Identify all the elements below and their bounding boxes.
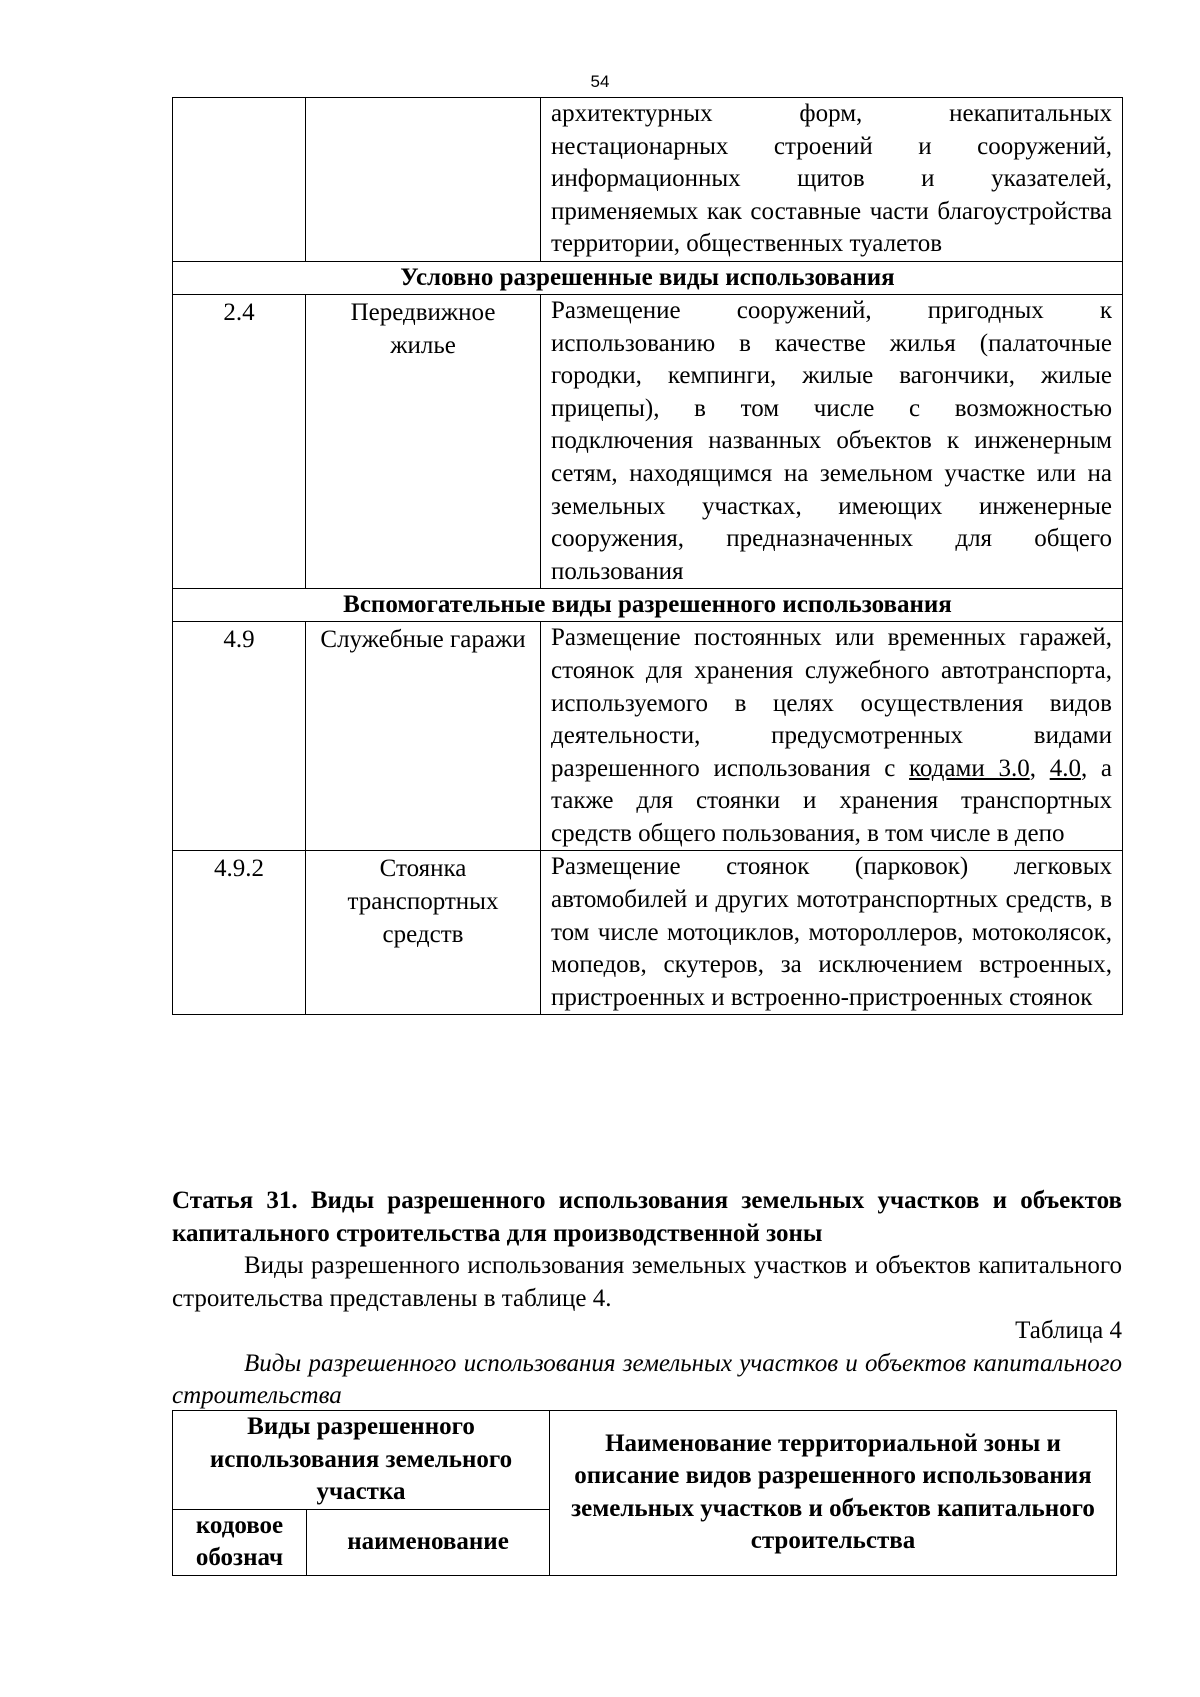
name-cell: Передвижное жилье [306, 294, 541, 588]
table-row [173, 294, 1123, 588]
code-cell [173, 98, 306, 262]
code-cell: 2.4 [173, 294, 306, 588]
table-row [173, 622, 1123, 851]
header-row [173, 1411, 1117, 1510]
description-text: , а также для стоянки и хранения транспортных средств общего пользования, в том числе в депо [551, 754, 1113, 847]
table-4-header [172, 1410, 1117, 1576]
code-link-4-0[interactable]: 4.0 [1049, 754, 1081, 782]
table-label: Таблица 4 [1015, 1317, 1122, 1344]
table-caption: Виды разрешенного использования земельных участков и объектов капитального строительства [172, 1349, 1122, 1409]
section-heading-auxiliary: Вспомогательные виды разрешенного использования [173, 589, 1123, 622]
header-name-cell: наименование [307, 1509, 550, 1575]
section-row [173, 261, 1123, 294]
land-use-table [172, 97, 1123, 1015]
code-link-3-0[interactable]: кодами 3.0 [909, 754, 1030, 782]
name-cell: Стоянка транспортных средств [306, 851, 541, 1015]
section-heading-conditional: Условно разрешенные виды использования [173, 261, 1123, 294]
section-row [173, 589, 1123, 622]
header-code-cell: кодовое обознач [173, 1509, 307, 1575]
name-cell: Служебные гаражи [306, 622, 541, 851]
header-group-cell: Виды разрешенного использования земельного участка [173, 1411, 550, 1510]
description-cell: архитектурных форм, некапитальных нестационарных строений и сооружений, информационных щитов и указателей, применяемых как составные части благоустройства территории, общественных туалетов [541, 98, 1123, 262]
header-zone-cell: Наименование территориальной зоны и описание видов разрешенного использования земельных участков и объектов капитального строительства [550, 1411, 1117, 1576]
code-cell: 4.9 [173, 622, 306, 851]
name-cell [306, 98, 541, 262]
page-number: 54 [590, 72, 610, 91]
separator-text: , [1029, 754, 1050, 782]
table-row [173, 98, 1123, 262]
table-row [173, 851, 1123, 1015]
article-text: Виды разрешенного использования земельных участков и объектов капитального строительства представлены в таблице 4. [172, 1252, 1122, 1312]
code-cell: 4.9.2 [173, 851, 306, 1015]
description-cell: Размещение сооружений, пригодных к использованию в качестве жилья (палаточные городки, кемпинги, жилые вагончики, жилые прицепы), в том числе с возможностью подключения названных объектов к инженерным сетям, находящимся на земельном участке или на земельных участках, имеющих инженерные сооружения, предназначенных для общего пользования [541, 294, 1123, 588]
description-cell [541, 622, 1123, 851]
article-31 [172, 1185, 1122, 1413]
description-text: Размещение постоянных или временных гаражей, стоянок для хранения служебного автотранспорта, используемого в целях осуществления видов деятельности, предусмотренных видами разрешенного использования с [551, 624, 1112, 782]
article-heading: Статья 31. Виды разрешенного использования земельных участков и объектов капитального строительства для производственной зоны [172, 1187, 1122, 1247]
description-cell: Размещение стоянок (парковок) легковых автомобилей и других мототранспортных средств, в том числе мотоциклов, мотороллеров, мотоколясок, мопедов, скутеров, за исключением встроенных, пристроенных и встроенно-пристроенных стоянок [541, 851, 1123, 1015]
